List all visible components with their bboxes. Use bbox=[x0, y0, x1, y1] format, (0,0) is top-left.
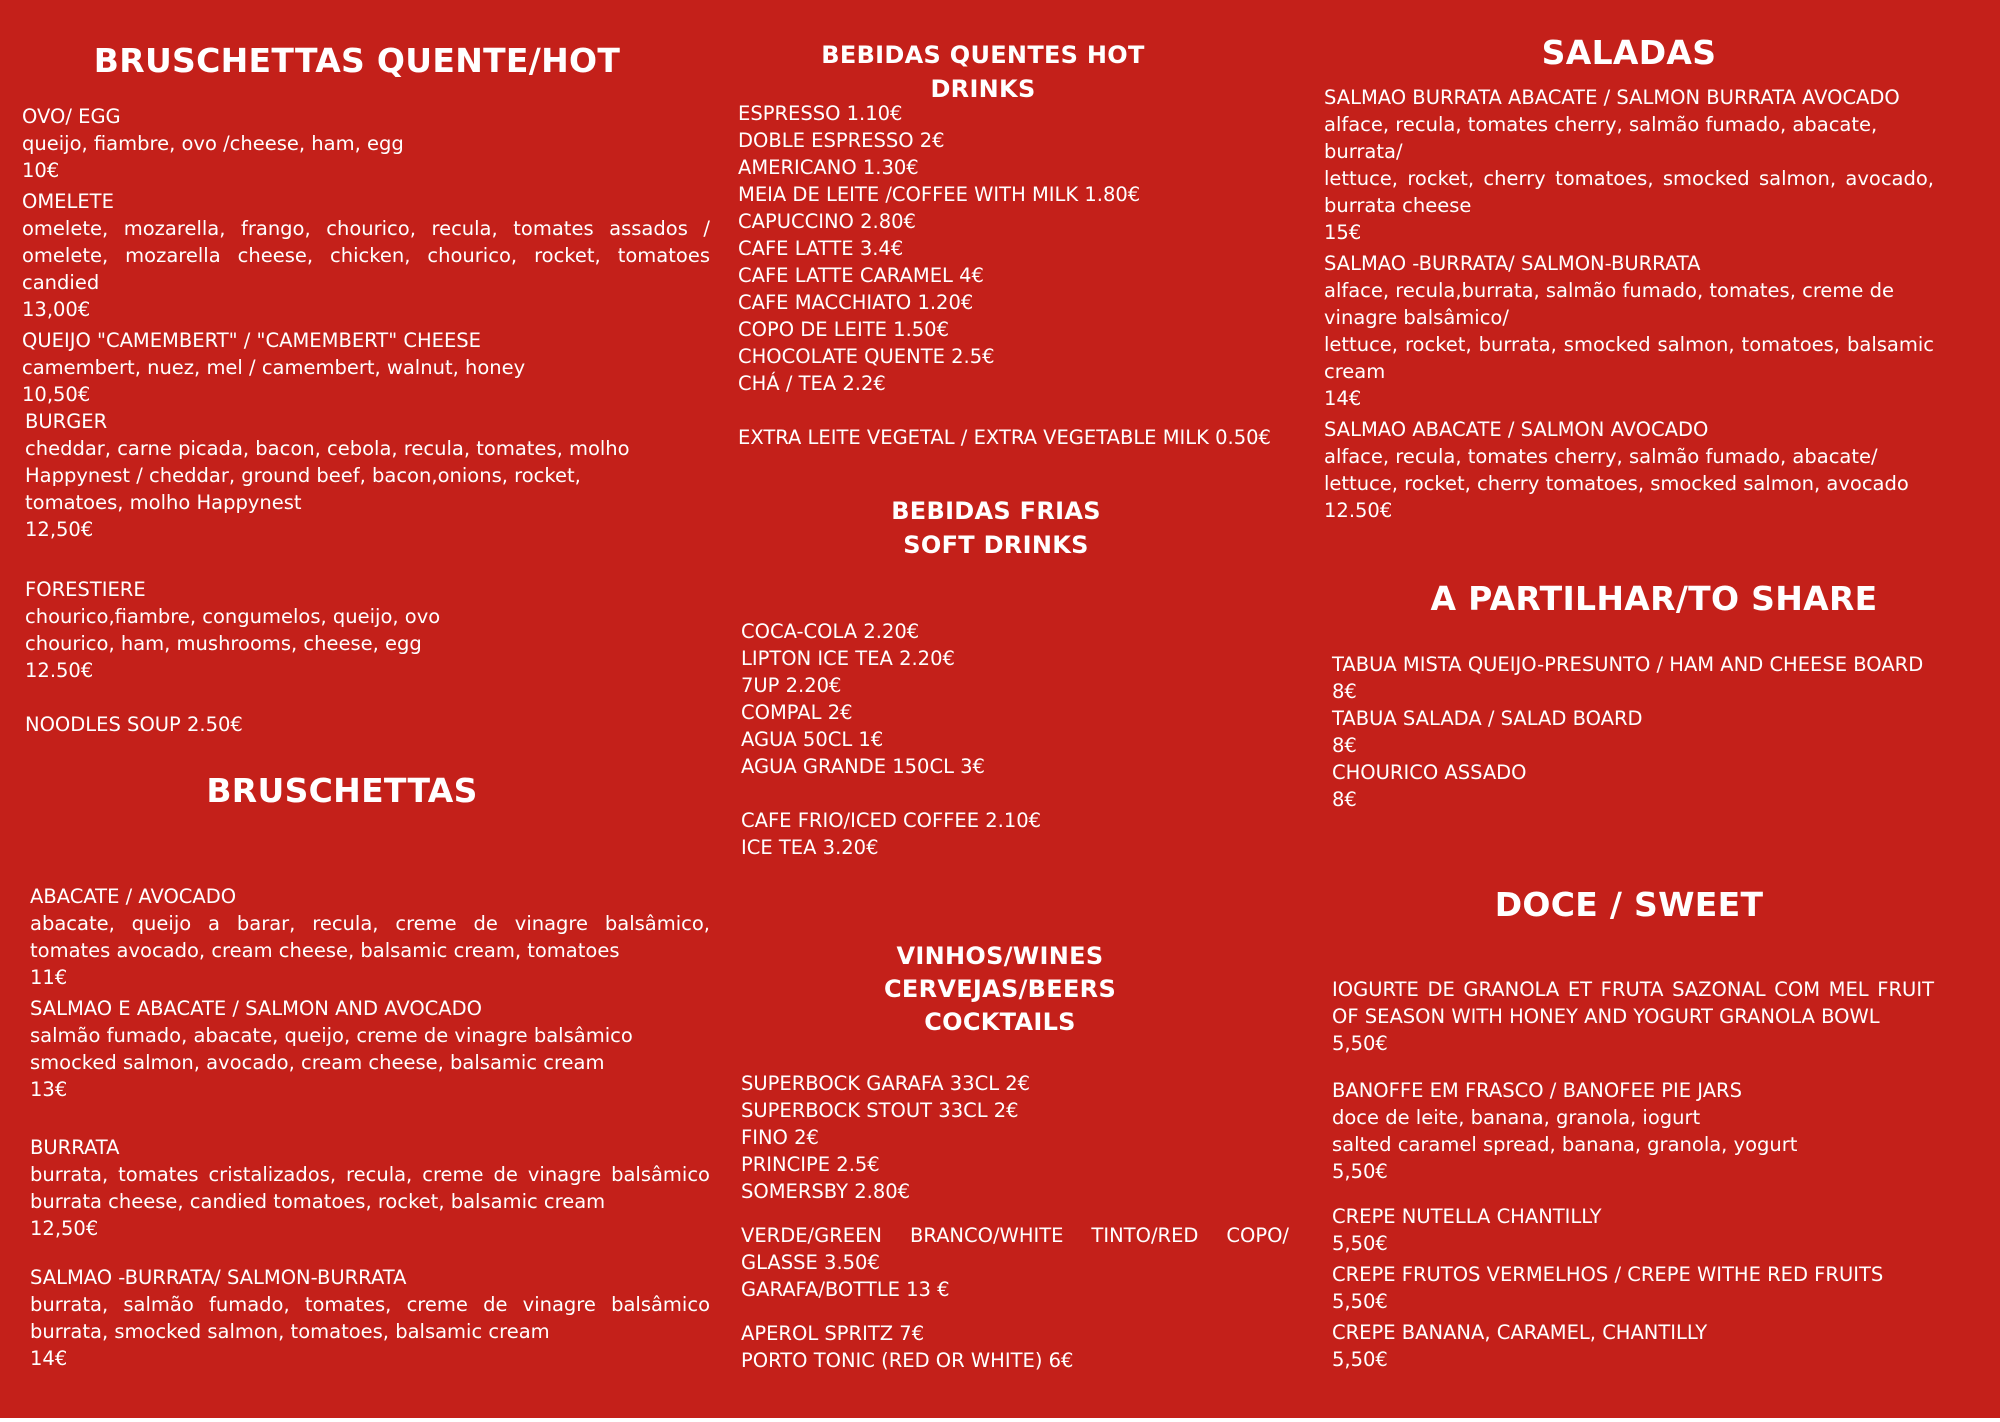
item-price: 12.50€ bbox=[25, 659, 94, 682]
section-title-bruschettas: BRUSCHETTAS bbox=[206, 771, 478, 810]
menu-item bbox=[22, 188, 710, 323]
menu-item bbox=[1332, 1077, 1934, 1185]
item-description: doce de leite, banana, granola, iogurt bbox=[1332, 1106, 1701, 1129]
item-name: QUEIJO "CAMEMBERT" / "CAMEMBERT" CHEESE bbox=[22, 329, 481, 352]
item-description: omelete, mozarella, frango, chourico, recula, tomates assados / omelete, mozarella cheese, chicken, chourico, rocket, tomatoes candied bbox=[22, 217, 710, 294]
drink-item: PRINCIPE 2.5€ bbox=[741, 1153, 880, 1176]
item-description: abacate, queijo a barar, recula, creme de vinagre balsâmico, tomates avocado, cream cheese, balsamic cream, tomatoes bbox=[30, 912, 710, 962]
item-price: 14€ bbox=[1324, 387, 1362, 410]
item-name: ABACATE / AVOCADO bbox=[30, 885, 237, 908]
drink-item: CAFE LATTE CARAMEL 4€ bbox=[738, 264, 984, 287]
drink-item: DOBLE ESPRESSO 2€ bbox=[738, 129, 945, 152]
item-description: alface, recula, tomates cherry, salmão fumado, abacate/ lettuce, rocket, cherry tomatoes, smocked salmon, avocado bbox=[1324, 445, 1909, 495]
item-price: 13€ bbox=[30, 1078, 68, 1101]
item-name: SALMAO E ABACATE / SALMON AND AVOCADO bbox=[30, 997, 482, 1020]
salads-list bbox=[1324, 84, 1934, 528]
item-price: 12,50€ bbox=[25, 518, 94, 541]
item-price: 5,50€ bbox=[1332, 1160, 1388, 1183]
drink-item: AMERICANO 1.30€ bbox=[738, 156, 919, 179]
item-price: 12.50€ bbox=[1324, 499, 1393, 522]
soft-drinks-list bbox=[741, 618, 1281, 861]
beers-list bbox=[741, 1070, 1289, 1205]
drink-item: COCA-COLA 2.20€ bbox=[741, 620, 920, 643]
menu-item bbox=[1324, 84, 1934, 246]
sweets-list bbox=[1332, 976, 1934, 1377]
item-price: 12,50€ bbox=[30, 1217, 99, 1240]
item-description: alface, recula, tomates cherry, salmão fumado, abacate, burrata/ bbox=[1324, 113, 1878, 163]
menu-item bbox=[1332, 1261, 1934, 1315]
wines-list bbox=[741, 1222, 1289, 1303]
item-price: 11€ bbox=[30, 966, 68, 989]
drink-item: CHOCOLATE QUENTE 2.5€ bbox=[738, 345, 995, 368]
soft-title-pt: BEBIDAS FRIAS bbox=[891, 497, 1101, 525]
item-price: 8€ bbox=[1332, 788, 1357, 811]
menu-item bbox=[1332, 976, 1934, 1057]
bruschettas-list bbox=[30, 883, 710, 1376]
drink-item: AGUA GRANDE 150CL 3€ bbox=[741, 755, 985, 778]
menu-item bbox=[1324, 250, 1934, 412]
section-title-soft-drinks bbox=[846, 494, 1146, 562]
extra-milk: EXTRA LEITE VEGETAL / EXTRA VEGETABLE MILK 0.50€ bbox=[738, 426, 1271, 449]
drink-item: ICE TEA 3.20€ bbox=[741, 836, 879, 859]
cocktails-title: COCKTAILS bbox=[924, 1008, 1076, 1036]
item-description-en: lettuce, rocket, cherry tomatoes, smocked salmon, avocado, burrata cheese bbox=[1324, 167, 1934, 217]
item-price: 15€ bbox=[1324, 221, 1362, 244]
item-name: BURGER bbox=[25, 410, 108, 433]
drink-item: SOMERSBY 2.80€ bbox=[741, 1180, 911, 1203]
drink-item: COPO DE LEITE 1.50€ bbox=[738, 318, 949, 341]
soft-title-en: SOFT DRINKS bbox=[903, 531, 1089, 559]
item-name: BURRATA bbox=[30, 1136, 120, 1159]
item-description: cheddar, carne picada, bacon, cebola, recula, tomates, molho Happynest / cheddar, ground beef, bacon,onions, rocket, tomatoes, molho Happynest bbox=[25, 437, 630, 514]
menu-item bbox=[30, 1264, 710, 1372]
item-name: OMELETE bbox=[22, 190, 114, 213]
hot-bruschettas-list bbox=[22, 103, 710, 412]
menu-item bbox=[30, 883, 710, 991]
item-description: burrata, salmão fumado, tomates, creme de vinagre balsâmico burrata, smocked salmon, tomatoes, balsamic cream bbox=[30, 1293, 710, 1343]
item-name: TABUA MISTA QUEIJO-PRESUNTO / HAM AND CHEESE BOARD bbox=[1332, 653, 1924, 676]
item-description: queijo, fiambre, ovo /cheese, ham, egg bbox=[22, 132, 404, 155]
item-name: BANOFFE EM FRASCO / BANOFEE PIE JARS bbox=[1332, 1079, 1742, 1102]
item-price: 5,50€ bbox=[1332, 1290, 1388, 1313]
drink-item: PORTO TONIC (RED OR WHITE) 6€ bbox=[741, 1349, 1074, 1372]
menu-item bbox=[30, 995, 710, 1103]
drink-item: COMPAL 2€ bbox=[741, 701, 853, 724]
drink-item: ESPRESSO 1.10€ bbox=[738, 102, 903, 125]
cocktails-list bbox=[741, 1320, 1289, 1374]
drink-item: 7UP 2.20€ bbox=[741, 674, 842, 697]
drink-item: FINO 2€ bbox=[741, 1126, 819, 1149]
hot-drinks-list bbox=[738, 100, 1288, 451]
item-name: FORESTIERE bbox=[25, 578, 146, 601]
item-name: OVO/ EGG bbox=[22, 105, 121, 128]
item-price: 10€ bbox=[22, 159, 60, 182]
drink-item: CAFE MACCHIATO 1.20€ bbox=[738, 291, 974, 314]
item-price: 8€ bbox=[1332, 734, 1357, 757]
item-description-en: smocked salmon, avocado, cream cheese, balsamic cream bbox=[30, 1051, 605, 1074]
item-description: salmão fumado, abacate, queijo, creme de vinagre balsâmico bbox=[30, 1024, 633, 1047]
menu-item bbox=[22, 103, 710, 184]
drink-item: MEIA DE LEITE /COFFEE WITH MILK 1.80€ bbox=[738, 183, 1141, 206]
drink-item: APEROL SPRITZ 7€ bbox=[741, 1322, 925, 1345]
item-name: TABUA SALADA / SALAD BOARD bbox=[1332, 707, 1643, 730]
section-title-hot-drinks: BEBIDAS QUENTES HOT DRINKS bbox=[821, 41, 1145, 103]
item-name: SALMAO -BURRATA/ SALMON-BURRATA bbox=[1324, 252, 1701, 275]
item-price: 5,50€ bbox=[1332, 1348, 1388, 1371]
section-title-share: A PARTILHAR/TO SHARE bbox=[1430, 579, 1878, 618]
menu-item bbox=[22, 327, 710, 408]
drink-item: SUPERBOCK GARAFA 33CL 2€ bbox=[741, 1072, 1031, 1095]
item-name: SALMAO BURRATA ABACATE / SALMON BURRATA AVOCADO bbox=[1324, 86, 1900, 109]
section-title-sweet: DOCE / SWEET bbox=[1494, 885, 1764, 924]
item-name: SALMAO -BURRATA/ SALMON-BURRATA bbox=[30, 1266, 407, 1289]
item-name: CREPE BANANA, CARAMEL, CHANTILLY bbox=[1332, 1321, 1708, 1344]
item-name: SALMAO ABACATE / SALMON AVOCADO bbox=[1324, 418, 1709, 441]
item-description-en: chourico, ham, mushrooms, cheese, egg bbox=[25, 632, 422, 655]
item-price: 13,00€ bbox=[22, 298, 91, 321]
item-name: CREPE NUTELLA CHANTILLY bbox=[1332, 1205, 1602, 1228]
item-description: alface, recula,burrata, salmão fumado, tomates, creme de vinagre balsâmico/ bbox=[1324, 279, 1894, 329]
wine-glass: VERDE/GREEN BRANCO/WHITE TINTO/RED COPO/ GLASSE 3.50€ bbox=[741, 1224, 1289, 1274]
item-price: 10,50€ bbox=[22, 383, 91, 406]
item-description: chourico,fiambre, congumelos, queijo, ovo bbox=[25, 605, 441, 628]
item-name: CHOURICO ASSADO bbox=[1332, 761, 1527, 784]
item-price: 14€ bbox=[30, 1347, 68, 1370]
menu-item bbox=[1332, 1319, 1934, 1373]
section-title-hot-bruschettas: BRUSCHETTAS QUENTE/HOT bbox=[93, 41, 621, 80]
drink-item: LIPTON ICE TEA 2.20€ bbox=[741, 647, 955, 670]
drink-item: CHÁ / TEA 2.2€ bbox=[738, 372, 886, 395]
item-price: 5,50€ bbox=[1332, 1232, 1388, 1255]
drink-item: CAPUCCINO 2.80€ bbox=[738, 210, 916, 233]
section-title-salads: SALADAS bbox=[1541, 33, 1717, 72]
drink-item: CAFE LATTE 3.4€ bbox=[738, 237, 904, 260]
menu-item bbox=[1324, 416, 1934, 524]
item-name: CREPE FRUTOS VERMELHOS / CREPE WITHE RED FRUITS bbox=[1332, 1263, 1884, 1286]
drink-item: SUPERBOCK STOUT 33CL 2€ bbox=[741, 1099, 1019, 1122]
noodles-soup: NOODLES SOUP 2.50€ bbox=[25, 713, 243, 736]
section-title-wines bbox=[830, 940, 1170, 1039]
item-description-en: lettuce, rocket, burrata, smocked salmon, tomatoes, balsamic cream bbox=[1324, 333, 1934, 383]
drink-item: AGUA 50CL 1€ bbox=[741, 728, 884, 751]
item-name: IOGURTE DE GRANOLA ET FRUTA SAZONAL COM MEL FRUIT OF SEASON WITH HONEY AND YOGURT GRANOLA BOWL bbox=[1332, 978, 1934, 1028]
item-price: 8€ bbox=[1332, 680, 1357, 703]
item-description-en: salted caramel spread, banana, granola, yogurt bbox=[1332, 1133, 1798, 1156]
forestiere-item bbox=[25, 576, 685, 738]
menu-item bbox=[1332, 1203, 1934, 1257]
burger-item bbox=[25, 408, 685, 543]
share-list bbox=[1332, 651, 1934, 813]
beers-title: CERVEJAS/BEERS bbox=[883, 975, 1117, 1003]
wines-title: VINHOS/WINES bbox=[896, 942, 1104, 970]
item-description: camembert, nuez, mel / camembert, walnut, honey bbox=[22, 356, 526, 379]
menu-item bbox=[30, 1134, 710, 1242]
item-description: burrata, tomates cristalizados, recula, creme de vinagre balsâmico burrata cheese, candied tomatoes, rocket, balsamic cream bbox=[30, 1163, 710, 1213]
wine-bottle: GARAFA/BOTTLE 13 € bbox=[741, 1278, 950, 1301]
drink-item: CAFE FRIO/ICED COFFEE 2.10€ bbox=[741, 809, 1042, 832]
item-price: 5,50€ bbox=[1332, 1032, 1388, 1055]
